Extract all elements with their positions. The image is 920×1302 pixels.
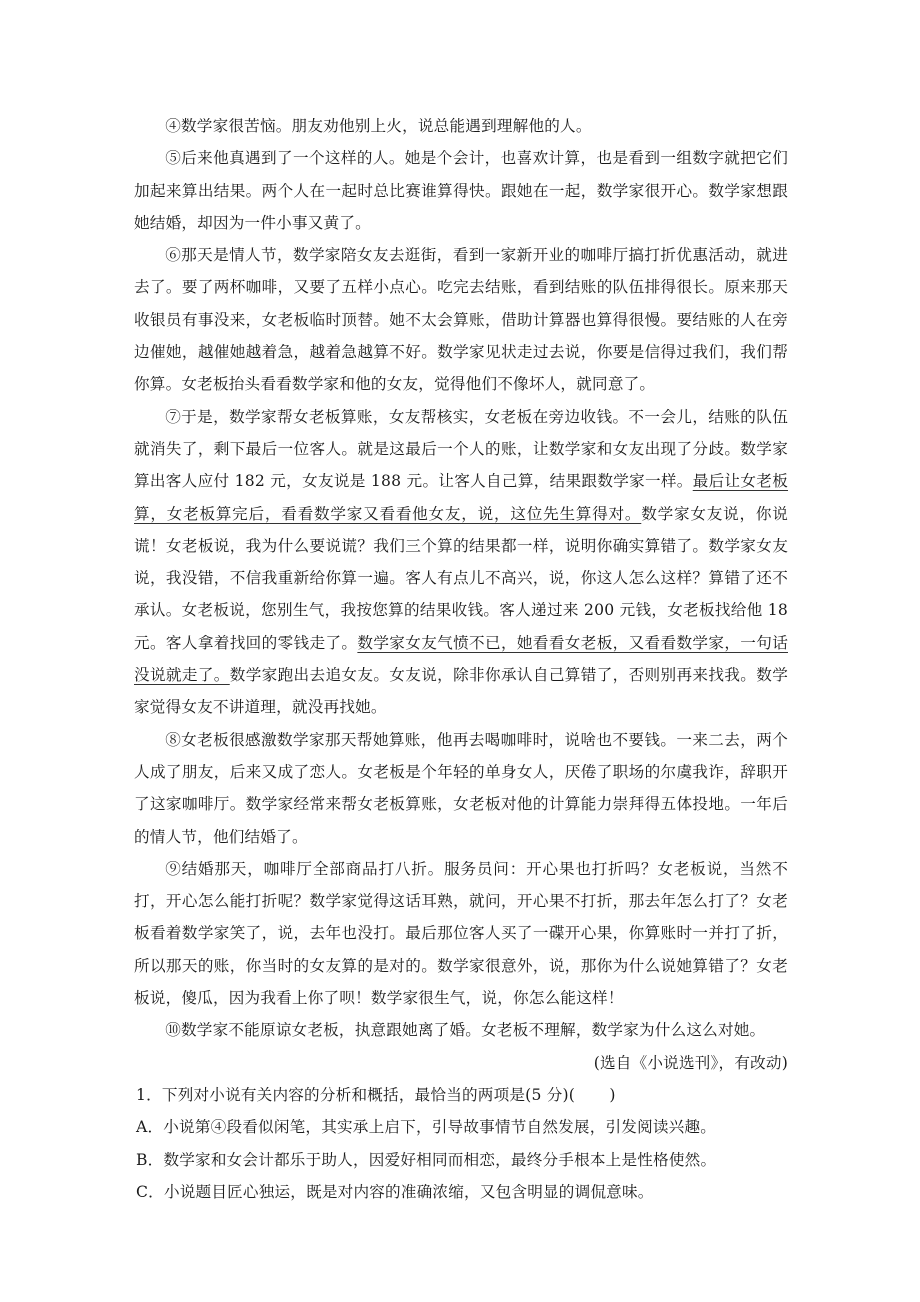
underlined-sentence-1: 最后让女老板算，女老板算完后，看看数学家又看看他女友，说，这位先生算得对。 xyxy=(134,472,789,523)
option-label: C． xyxy=(136,1182,164,1201)
option-a xyxy=(134,1111,788,1143)
option-label: A． xyxy=(136,1118,164,1137)
question-close: ) xyxy=(609,1085,616,1104)
paragraph-7 xyxy=(134,401,788,724)
question-text: 1．下列对小说有关内容的分析和概括，最恰当的两项是(5 分)( xyxy=(136,1085,576,1104)
paragraph-6 xyxy=(134,239,788,400)
paragraph-text: 数学家跑出去追女友。女友说，除非你承认自己算错了，否则别再来找我。数学家觉得女友不讲道理，就没再找她。 xyxy=(134,666,788,717)
option-text: 小说第④段看似闲笔，其实承上启下，引导故事情节自然发展，引发阅读兴趣。 xyxy=(163,1118,717,1137)
paragraph-text: ⑥那天是情人节，数学家陪女友去逛街，看到一家新开业的咖啡厅搞打折优惠活动，就进去了。要了两杯咖啡，又要了五样小点心。吃完去结账，看到结账的队伍排得很长。原来那天收银员有事没来，女老板临时顶替。她不太会算账，借助计算器也算得很慢。要结账的人在旁边催她，越催她越着急，越着急越算不好。数学家见状走过去说，你要是信得过我们，我们帮你算。女老板抬头看看数学家和他的女友，觉得他们不像坏人，就同意了。 xyxy=(134,246,788,394)
paragraph-text: ⑤后来他真遇到了一个这样的人。她是个会计，也喜欢计算，也是看到一组数字就把它们加起来算出结果。两个人在一起时总比赛谁算得快。跟她在一起，数学家很开心。数学家想跟她结婚，却因为一件小事又黄了。 xyxy=(134,149,788,232)
paragraph-5 xyxy=(134,142,788,239)
source-citation: (选自《小说选刊》，有改动) xyxy=(593,1053,788,1072)
paragraph-text: ⑨结婚那天，咖啡厅全部商品打八折。服务员问：开心果也打折吗？女老板说，当然不打，开心怎么能打折呢？数学家觉得这话耳熟，就问，开心果不打折，那去年怎么打了？女老板看着数学家笑了，说，去年也没打。最后那位客人买了一碟开心果，你算账时一并打了折，所以那天的账，你当时的女友算的是对的。数学家很意外，说，那你为什么说她算错了？女老板说，傻瓜，因为我看上你了呗！数学家很生气，说，你怎么能这样！ xyxy=(134,859,788,1008)
paragraph-10 xyxy=(134,1014,788,1046)
paragraph-text: 数学家女友说，你说谎！女老板说，我为什么要说谎？我们三个算的结果都一样，说明你确实算错了。数学家女友说，我没错，不信我重新给你算一遍。客人有点儿不高兴，说，你这人怎么这样？算错了还不承认。女老板说，您别生气，我按您算的结果收钱。客人递过来 200 元钱，女老板找给他 18 元。客人拿着找回的零钱走了。 xyxy=(134,504,788,652)
paragraph-9 xyxy=(134,853,788,1014)
paragraph-text: ⑩数学家不能原谅女老板，执意跟她离了婚。女老板不理解，数学家为什么这么对她。 xyxy=(165,1021,766,1040)
question-stem xyxy=(134,1079,788,1111)
option-text: 数学家和女会计都乐于助人，因爱好相同而相恋，最终分手根本上是性格使然。 xyxy=(163,1150,717,1169)
document-page xyxy=(134,110,788,1208)
option-text: 小说题目匠心独运，既是对内容的准确浓缩，又包含明显的调侃意味。 xyxy=(163,1182,654,1201)
paragraph-8 xyxy=(134,724,788,853)
underlined-sentence-2: 数学家女友气愤不已，她看看女老板，又看看数学家，一句话没说就走了。 xyxy=(134,633,788,685)
paragraph-text: ⑧女老板很感激数学家那天帮她算账，他再去喝咖啡时，说啥也不要钱。一来二去，两个人成了朋友，后来又成了恋人。女老板是个年轻的单身女人，厌倦了职场的尔虞我诈，辞职开了这家咖啡厅。数学家经常来帮女老板算账，女老板对他的计算能力崇拜得五体投地。一年后的情人节，他们结婚了。 xyxy=(134,730,788,846)
paragraph-text: ④数学家很苦恼。朋友劝他别上火，说总能遇到理解他的人。 xyxy=(165,117,592,135)
option-b xyxy=(134,1144,788,1176)
paragraph-4 xyxy=(134,110,788,142)
paragraph-text: ⑦于是，数学家帮女老板算账，女友帮核实，女老板在旁边收钱。不一会儿，结账的队伍就消失了，剩下最后一位客人。就是这最后一个人的账，让数学家和女友出现了分歧。数学家算出客人应付 182 元，女友说是 188 元。让客人自己算，结果跟数学家一样。 xyxy=(134,407,788,491)
option-label: B． xyxy=(136,1150,164,1169)
option-c xyxy=(134,1176,788,1208)
